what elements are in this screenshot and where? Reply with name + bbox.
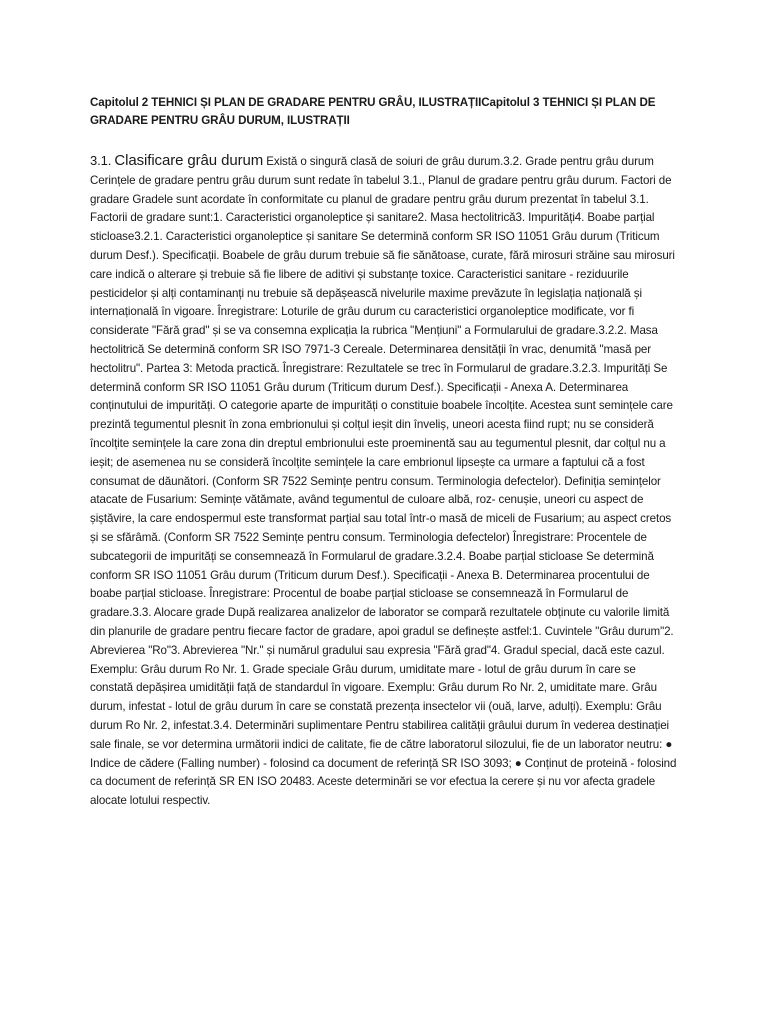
body-text: Există o singură clasă de soiuri de grâu durum.3.2. Grade pentru grâu durum Cerințele de gradare pentru grâu durum sunt redate în tabelul 3.1., Planul de gradare pentru grâu durum. Factori de gradare Gradele sunt acordate în conformitate cu planul de gradare pentru grâu durum prezentat în tabelul 3.1. Factorii de gradare sunt:1. Caracteristici organoleptice și sanitare2. Masa hectolitrică3. Impurități4. Boabe parțial sticloase3.2.1. Caracteristici organoleptice și sanitare Se determină conform SR ISO 11051 Grâu durum (Triticum durum Desf.). Specificații. Boabele de grâu durum trebuie să fie sănătoase, curate, fără mirosuri străine sau mirosuri care indică o alterare și trebuie să fie libere de aditivi și substanțe toxice. Caracteristici sanitare - reziduurile pesticidelor și alți contaminanți nu trebuie să depășească nivelurile maxime prevăzute în legislația națională și internațională în vigoare. Înregistrare: Loturile de grâu durum cu caracteristici organoleptice modificate, vor fi considerate "Fără grad" și se va consemna explicația la rubrica "Mențiuni" a Formularului de gradare.3.2.2. Masa hectolitrică Se determină conform SR ISO 7971-3 Cereale. Determinarea densității în vrac, denumită "masă per hectolitru". Partea 3: Metoda practică. Înregistrare: Rezultatele se trec în Formularul de gradare.3.2.3. Impurități Se determină conform SR ISO 11051 Grâu durum (Triticum durum Desf.). Specificații - Anexa A. Determinarea conținutului de impurități. O categorie aparte de impurități o constituie boabele încolțite. Acestea sunt semințele care prezintă tegumentul plesnit în zona embrionului și colțul ieșit din înveliș, uneori acesta fiind rupt; nu se consideră încolțite semințele la care zona din dreptul embrionului este proeminentă sau au tegumentul plesnit, dar colțul nu a ieșit; de asemenea nu se consideră încolțite semințele la care embrionul lipsește ca urmare a faptului că a fost consumat de dăunători. (Conform SR 7522 Semințe pentru consum. Terminologia defectelor). Definiția semințelor atacate de Fusarium: Semințe vătămate, având tegumentul de culoare albă, roz- cenușie, uneori cu aspect de șiștăvire, la care endospermul este transformat parțial sau total într-o masă de miceli de Fusarium; au aspect cretos și se sfărâmă. (Conform SR 7522 Semințe pentru consum. Terminologia defectelor) Înregistrare: Procentele de subcategorii de impurități se consemnează în Formularul de gradare.3.2.4. Boabe parțial sticloase Se determină conform SR ISO 11051 Grâu durum (Triticum durum Desf.). Specificații - Anexa B. Determinarea procentului de boabe parțial sticloase. Înregistrare: Procentul de boabe parțial sticloase se consemnează în Formularul de gradare.3.3. Alocare grade După realizarea analizelor de laborator se compară rezultatele obținute cu valorile limită din planurile de gradare pentru fiecare factor de gradare, apoi gradul se definește astfel:1. Cuvintele "Grâu durum"2. Abrevierea "Ro"3. Abrevierea "Nr." și numărul gradului sau expresia "Fără grad"4. Gradul special, dacă este cazul. Exemplu: Grâu durum Ro Nr. 1. Grade speciale Grâu durum, umiditate mare - lotul de grâu durum în care se constată depășirea umidității față de standardul în vigoare. Exemplu: Grâu durum Ro Nr. 2, umiditate mare. Grâu durum, infestat - lotul de grâu durum în care se constată prezența insectelor vii (ouă, larve, adulți). Exemplu: Grâu durum Ro Nr. 2, infestat.3.4. Determinări suplimentare Pentru stabilirea calității grâului durum în vederea destinației sale finale, se vor determina următorii indici de calitate, fie de către laboratorul silozului, fie de un laborator neutru: ● Indice de cădere (Falling number) - folosind ca document de referință SR ISO 3093; ● Conținut de proteină - folosind ca document de referință SR EN ISO 20483. Aceste determinări se vor efectua la cerere și nu vor afecta gradele alocate lotului respectiv. bbox=[90, 155, 677, 808]
section-number: 3.1. bbox=[90, 153, 112, 168]
document-page bbox=[90, 94, 680, 811]
body-paragraph bbox=[90, 152, 680, 811]
chapter-heading: Capitolul 2 TEHNICI ȘI PLAN DE GRADARE PENTRU GRÂU, ILUSTRAȚIICapitolul 3 TEHNICI ȘI PLAN DE GRADARE PENTRU GRÂU DURUM, ILUSTRAȚII bbox=[90, 96, 656, 127]
section-title: Clasificare grâu durum bbox=[114, 152, 264, 169]
